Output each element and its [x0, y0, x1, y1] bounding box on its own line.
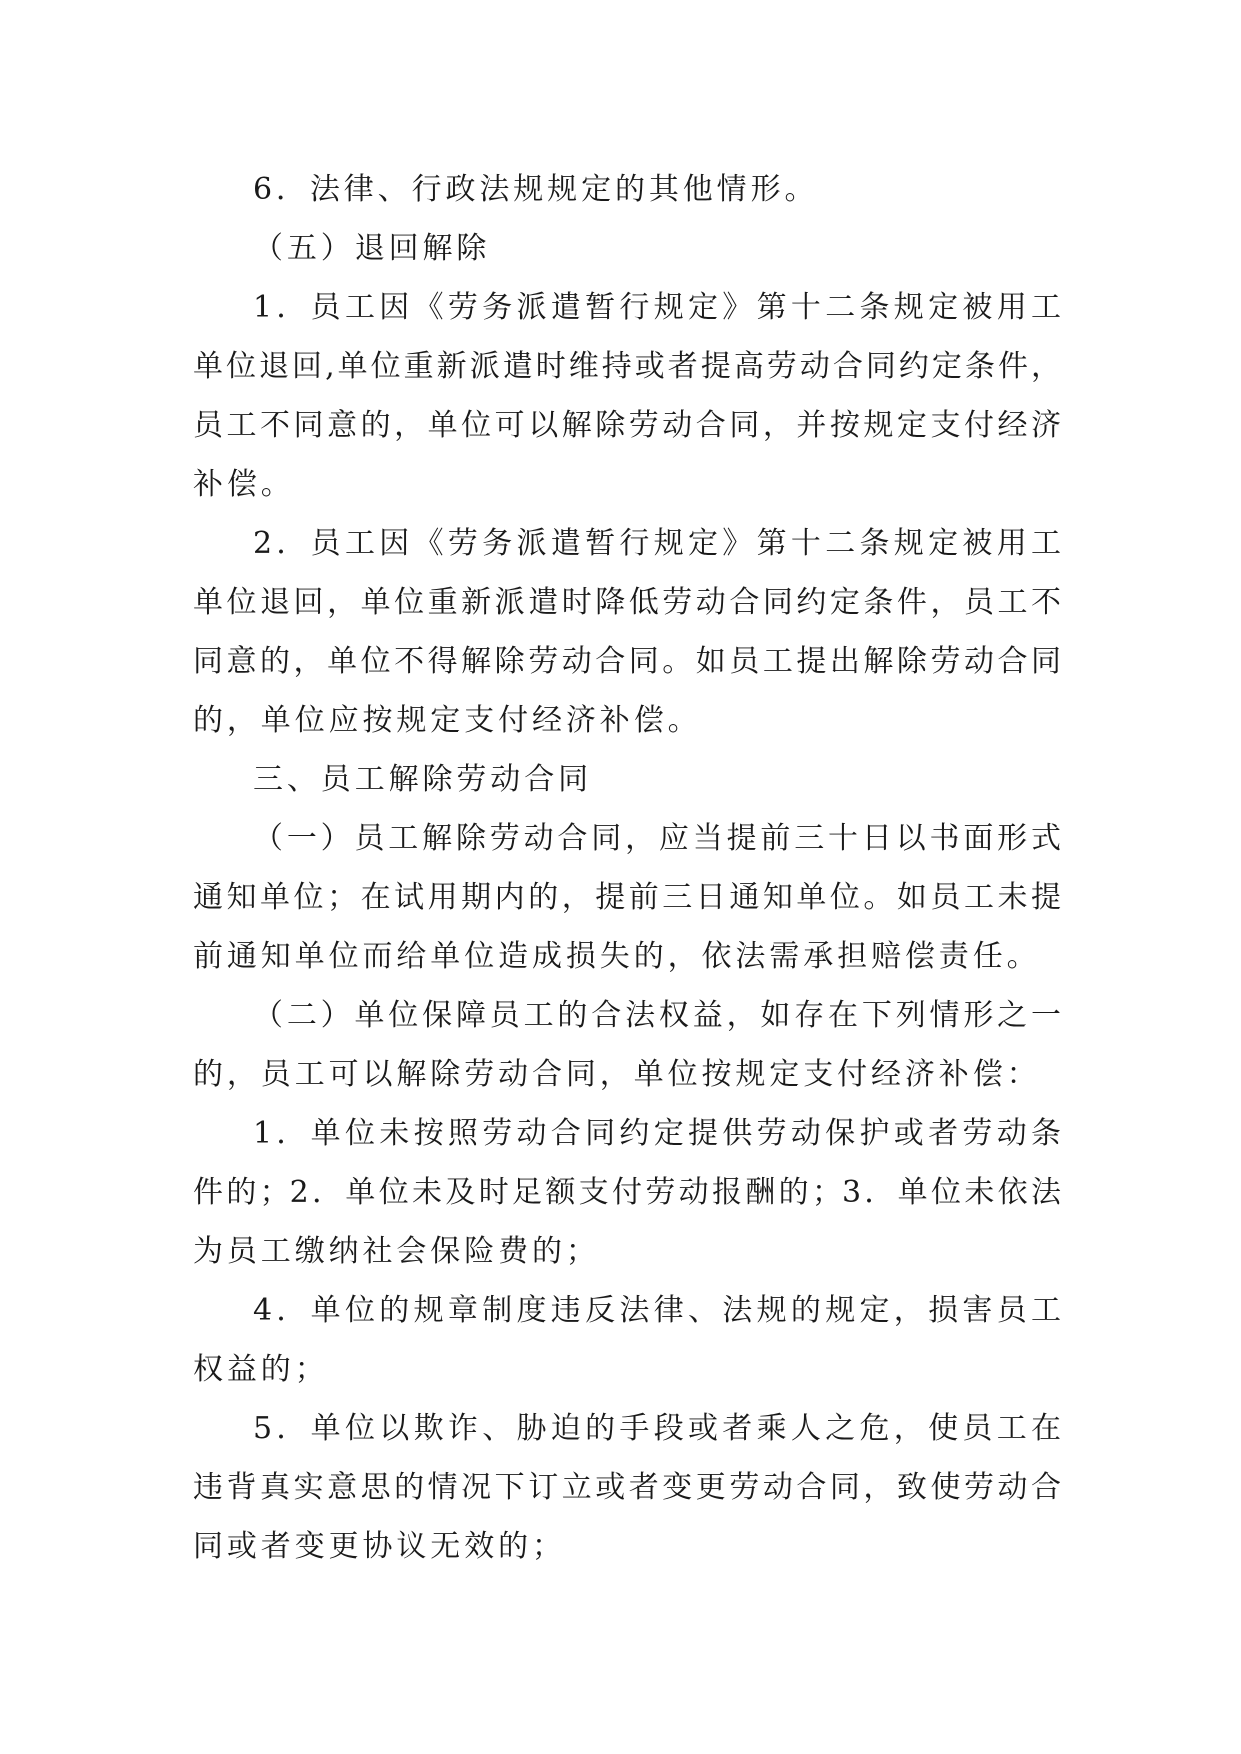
section-heading: 三、员工解除劳动合同 [253, 762, 592, 797]
text-line: 6．法律、行政法规规定的其他情形。 [253, 172, 819, 207]
text-line: （二）单位保障员工的合法权益，如存在下列情形之一 [253, 998, 1061, 1033]
text-line: 为员工缴纳社会保险费的； [193, 1234, 600, 1269]
text-line: 的，员工可以解除劳动合同，单位按规定支付经济补偿： [193, 1057, 1041, 1092]
text-line: （一）员工解除劳动合同，应当提前三十日以书面形式 [253, 821, 1061, 856]
text-line: 同或者变更协议无效的； [193, 1529, 566, 1564]
text-line: 的，单位应按规定支付经济补偿。 [193, 703, 702, 738]
document-body [193, 160, 1061, 1576]
text-line: 同意的，单位不得解除劳动合同。如员工提出解除劳动合同 [193, 644, 1061, 679]
text-line: 4．单位的规章制度违反法律、法规的规定，损害员工 [253, 1293, 1061, 1328]
text-line: 权益的； [193, 1352, 329, 1387]
text-line: 单位退回，单位重新派遣时降低劳动合同约定条件，员工不 [193, 585, 1061, 620]
text-line: 单位退回,单位重新派遣时维持或者提高劳动合同约定条件， [193, 349, 1061, 384]
text-line: 补偿。 [193, 467, 295, 502]
text-line: 5．单位以欺诈、胁迫的手段或者乘人之危，使员工在 [253, 1411, 1061, 1446]
section-heading: （五）退回解除 [253, 231, 491, 266]
text-line: 前通知单位而给单位造成损失的，依法需承担赔偿责任。 [193, 939, 1041, 974]
text-line: 2．员工因《劳务派遣暂行规定》第十二条规定被用工 [253, 526, 1061, 561]
text-line: 1．单位未按照劳动合同约定提供劳动保护或者劳动条 [253, 1116, 1061, 1151]
text-line: 件的；2．单位未及时足额支付劳动报酬的；3．单位未依法 [193, 1175, 1061, 1210]
text-line: 违背真实意思的情况下订立或者变更劳动合同，致使劳动合 [193, 1470, 1061, 1505]
text-line: 1．员工因《劳务派遣暂行规定》第十二条规定被用工 [253, 290, 1061, 325]
text-line: 通知单位；在试用期内的，提前三日通知单位。如员工未提 [193, 880, 1061, 915]
text-line: 员工不同意的，单位可以解除劳动合同，并按规定支付经济 [193, 408, 1061, 443]
